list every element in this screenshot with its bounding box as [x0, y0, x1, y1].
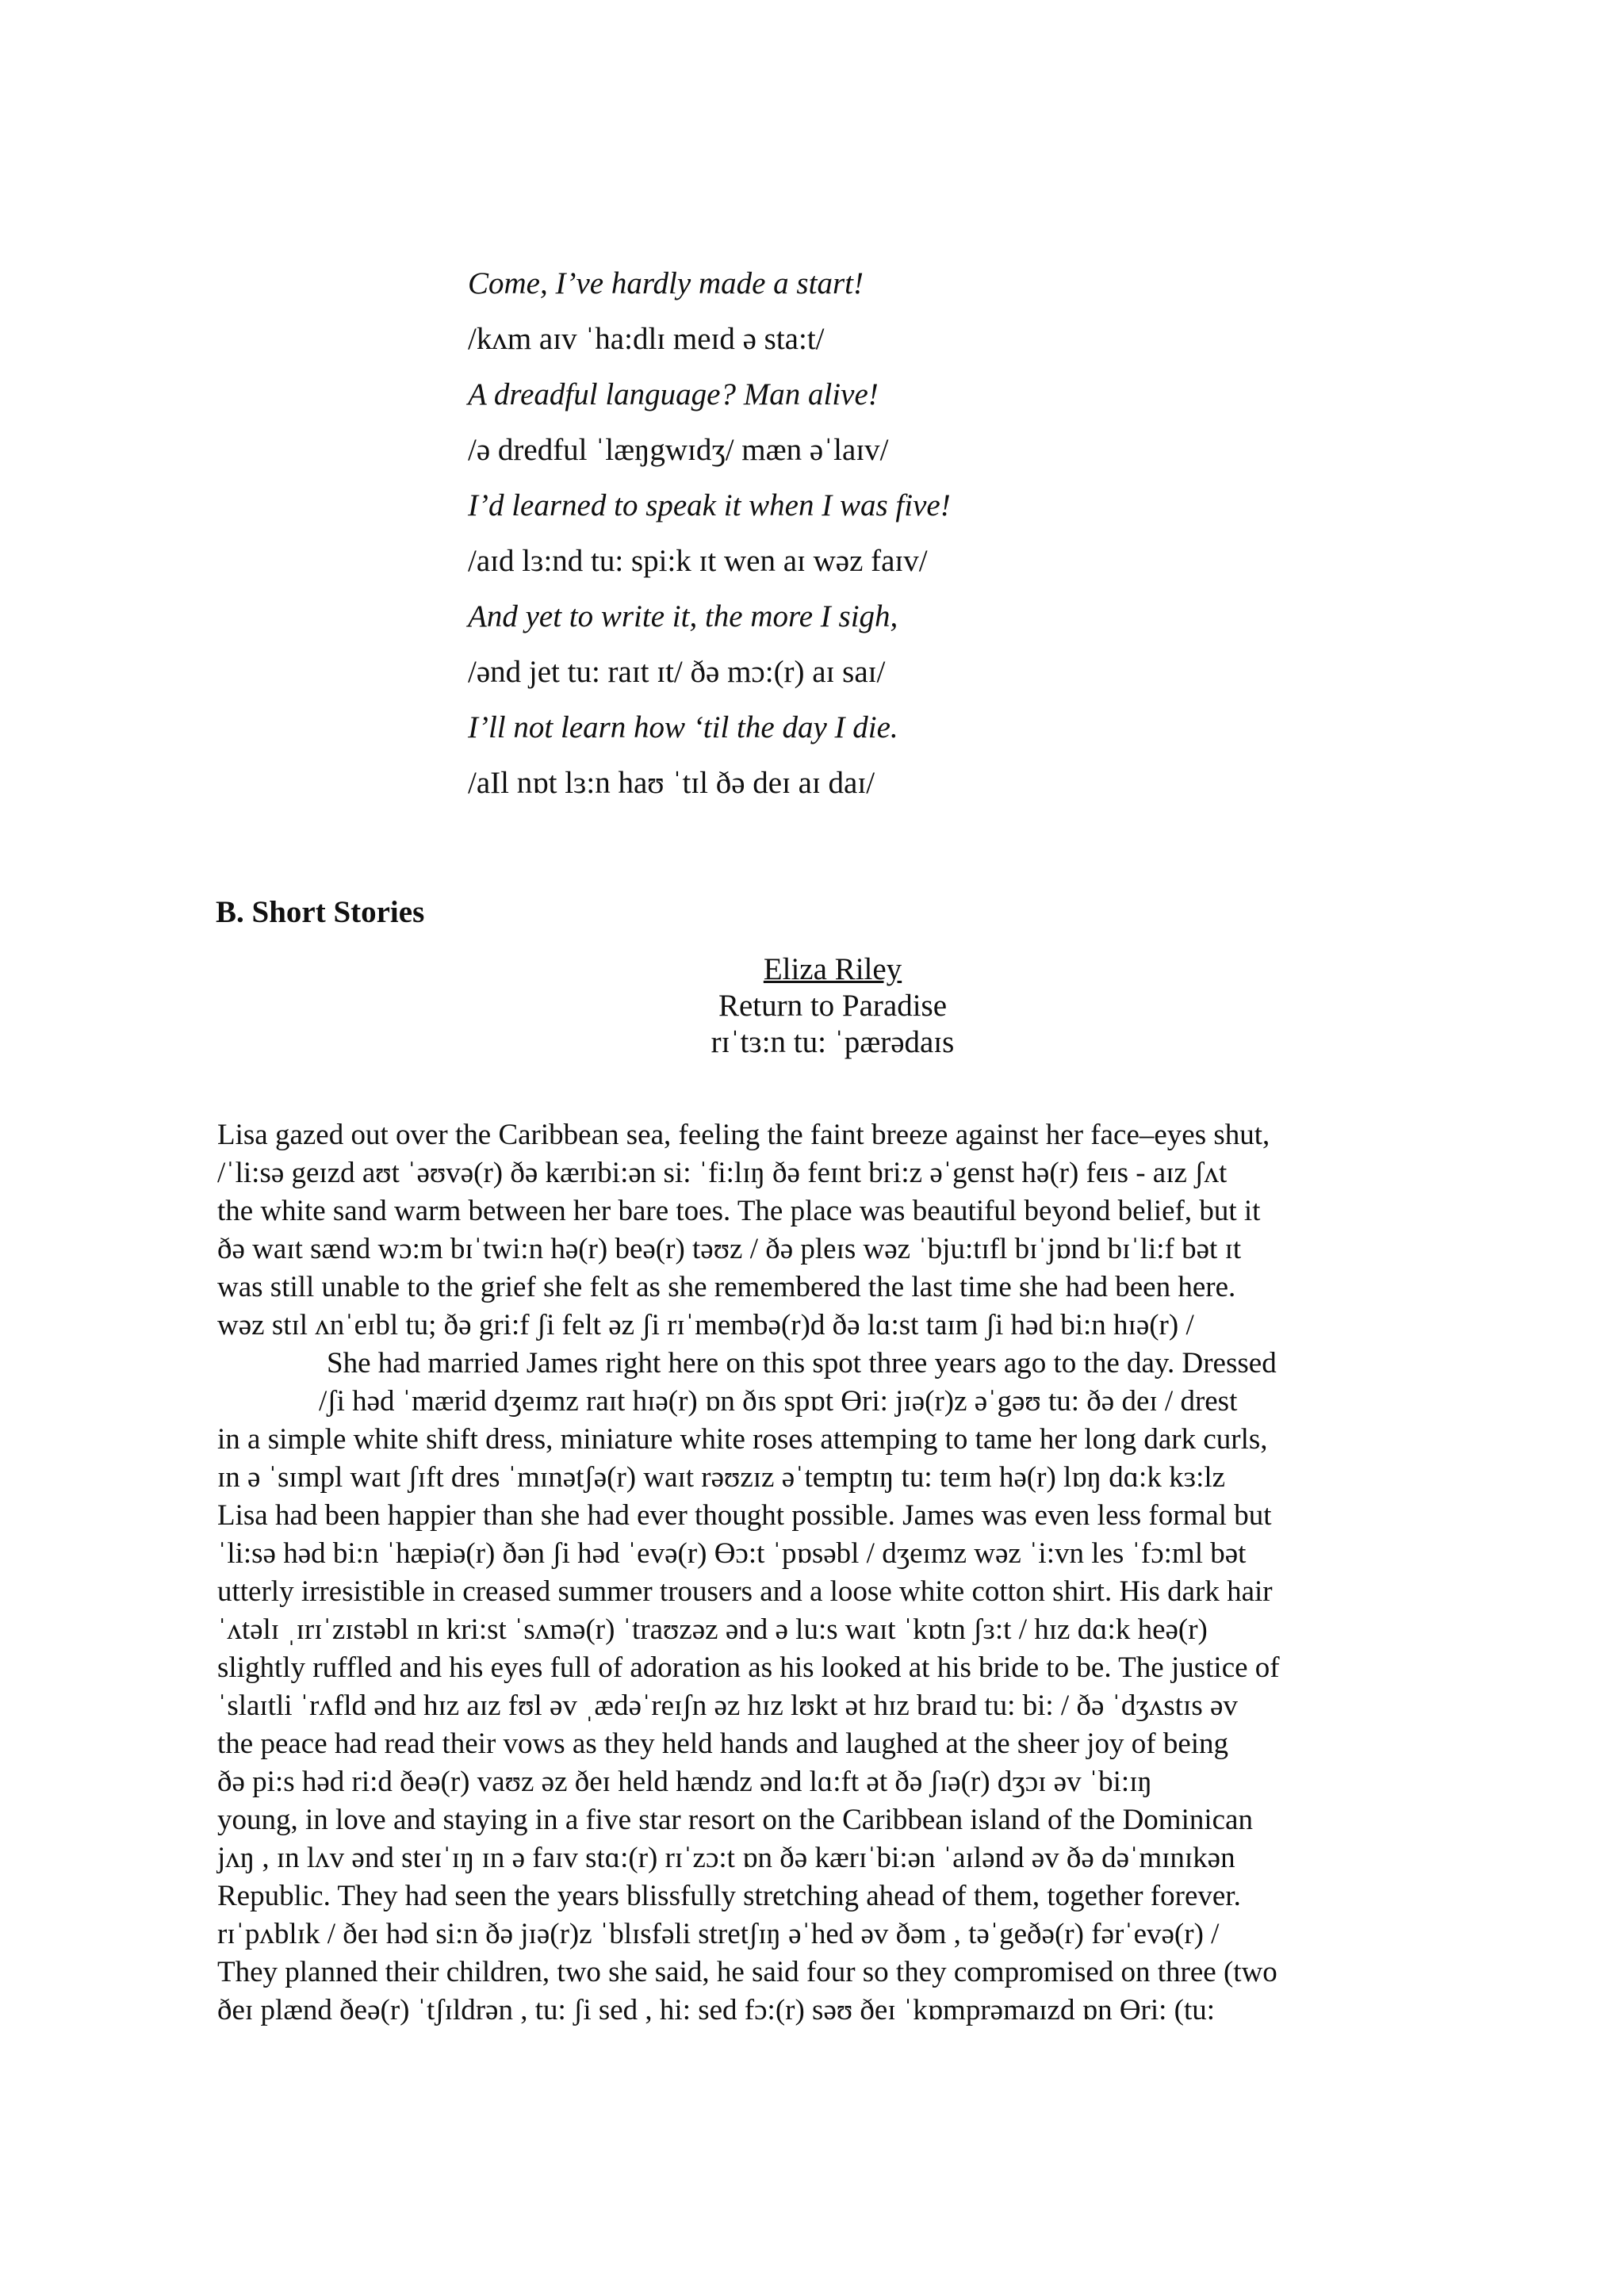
story-line: the white sand warm between her bare toes. The place was beautiful beyond belief, but it: [217, 1195, 1261, 1227]
story-author: Eliza Riley: [763, 952, 902, 986]
story-line: ˈli:sə həd bi:n ˈhæpiə(r) ðən ʃi həd ˈevə(r) Өɔ:t ˈpɒsəbl / dʒeɪmz wəz ˈi:vn les ˈfɔ:ml bət: [217, 1537, 1247, 1570]
story-line: Lisa had been happier than she had ever thought possible. James was even less formal but: [217, 1499, 1272, 1532]
poem-line-ipa: /ənd jet tu: raɪt ɪt/ ðə mɔ:(r) aɪ saɪ/: [468, 655, 886, 689]
story-line: young, in love and staying in a five star resort on the Caribbean island of the Dominican: [217, 1804, 1253, 1836]
poem-line-english: A dreadful language? Man alive!: [468, 377, 879, 411]
story-line: the peace had read their vows as they held hands and laughed at the sheer joy of being: [217, 1728, 1229, 1760]
poem-line-ipa: /aIl nɒt lɜ:n haʊ ˈtɪl ðə deɪ aɪ daɪ/: [468, 766, 875, 800]
story-line: They planned their children, two she said, he said four so they compromised on three (two: [217, 1956, 1277, 1988]
story-line: She had married James right here on this spot three years ago to the day. Dressed: [327, 1347, 1277, 1380]
story-line: /ʃi həd ˈmærid dʒeɪmz raɪt hɪə(r) ɒn ðɪs spɒt Өri: jɪə(r)z əˈgəʊ tu: ðə deɪ / drest: [319, 1385, 1238, 1418]
story-line: ðə pi:s həd ri:d ðeə(r) vaʊz əz ðeɪ held hændz ənd lɑ:ft ət ðə ʃɪə(r) dʒɔɪ əv ˈbi:ɪŋ: [217, 1766, 1152, 1798]
story-line: ðeɪ plænd ðeə(r) ˈtʃɪldrən , tu: ʃi sed , hi: sed fɔ:(r) səʊ ðeɪ ˈkɒmprəmaɪzd ɒn Өri: (tu:: [217, 1994, 1216, 2026]
story-line: utterly irresistible in creased summer trousers and a loose white cotton shirt. His dark hair: [217, 1575, 1273, 1608]
story-title-ipa: rɪˈtɜ:n tu: ˈpærədaɪs: [710, 1025, 955, 1059]
story-line: /ˈli:sə geɪzd aʊt ˈəʊvə(r) ðə kærɪbi:ən si: ˈfi:lɪŋ ðə feɪnt bri:z əˈgenst hə(r) feɪs - aɪz ʃʌt: [217, 1157, 1228, 1189]
story-line: wəz stɪl ʌnˈeɪbl tu; ðə gri:f ʃi felt əz ʃi rɪˈmembə(r)d ðə lɑ:st taɪm ʃi həd bi:n hɪə(r) /: [217, 1309, 1194, 1341]
story-title: Return to Paradise: [718, 989, 948, 1023]
story-body: [217, 1118, 1438, 2031]
poem-line-english: I’d learned to speak it when I was five!: [468, 488, 951, 522]
poem-line-ipa: /kʌm aɪv ˈha:dlɪ meɪd ə sta:t/: [468, 322, 825, 356]
story-line: Lisa gazed out over the Caribbean sea, feeling the faint breeze against her face–eyes shut,: [217, 1119, 1270, 1151]
story-line: ðə waɪt sænd wɔ:m bɪˈtwi:n hə(r) beə(r) təʊz / ðə pleɪs wəz ˈbju:tɪfl bɪˈjɒnd bɪˈli:f bət ɪt: [217, 1233, 1242, 1265]
story-line: ˈʌtəlɪ ˌɪrɪˈzɪstəbl ɪn kri:st ˈsʌmə(r) ˈtraʊzəz ənd ə lu:s waɪt ˈkɒtn ʃɜ:t / hɪz dɑ:k heə(r): [217, 1613, 1208, 1646]
section-heading: B. Short Stories: [216, 895, 425, 929]
poem-line-english: And yet to write it, the more I sigh,: [468, 599, 898, 633]
poem-line-ipa: /aɪd lɜ:nd tu: spi:k ɪt wen aɪ wəz faɪv/: [468, 544, 928, 578]
story-line: ˈslaɪtli ˈrʌfld ənd hɪz aɪz fʊl əv ˌædəˈreɪʃn əz hɪz lʊkt ət hɪz braɪd tu: bi: / ðə ˈdʒʌstɪs əv: [217, 1689, 1238, 1722]
story-line: in a simple white shift dress, miniature white roses attemping to tame her long dark curls,: [217, 1423, 1268, 1456]
poem-line-english: Come, I’ve hardly made a start!: [468, 266, 864, 300]
story-line: Republic. They had seen the years blissfully stretching ahead of them, together forever.: [217, 1880, 1241, 1912]
poem-line-english: I’ll not learn how ‘til the day I die.: [468, 710, 898, 744]
story-line: slightly ruffled and his eyes full of adoration as his looked at his bride to be. The justice of: [217, 1651, 1280, 1684]
story-line: rɪˈpʌblɪk / ðeɪ həd si:n ðə jɪə(r)z ˈblɪsfəli stretʃɪŋ əˈhed əv ðəm , təˈgeðə(r) fərˈevə(r) /: [217, 1918, 1220, 1950]
poem-line-ipa: /ə dredful ˈlæŋgwɪdʒ/ mæn əˈlaɪv/: [468, 433, 889, 467]
story-line: was still unable to the grief she felt as she remembered the last time she had been here.: [217, 1271, 1236, 1303]
story-line: jʌŋ , ɪn lʌv ənd steɪˈɪŋ ɪn ə faɪv stɑ:(r) rɪˈzɔ:t ɒn ðə kærɪˈbi:ən ˈaɪlənd əv ðə dəˈmɪnɪkən: [217, 1842, 1235, 1874]
poem-block: [468, 266, 1419, 821]
story-line: ɪn ə ˈsɪmpl waɪt ʃɪft dres ˈmɪnətʃə(r) waɪt rəʊzɪz əˈtemptɪŋ tu: teɪm hə(r) lɒŋ dɑ:k kɜ:lz: [217, 1461, 1226, 1494]
